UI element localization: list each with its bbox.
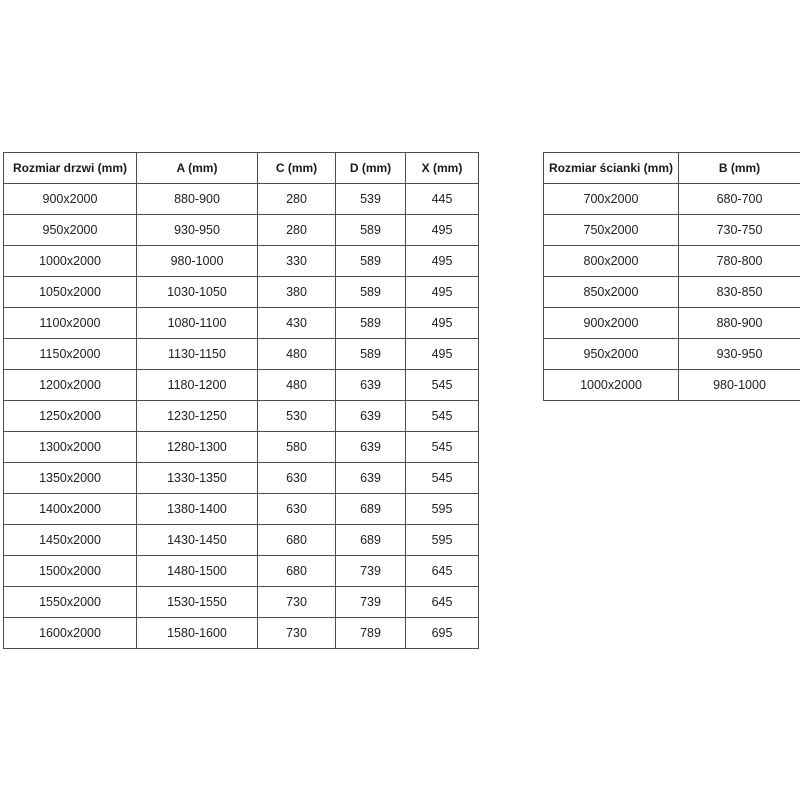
table-cell: 1580-1600 [137, 618, 258, 649]
table-row [4, 246, 479, 277]
table-cell: 1430-1450 [137, 525, 258, 556]
table-row [544, 370, 800, 401]
table-row [4, 401, 479, 432]
table-row [4, 370, 479, 401]
column-header: A (mm) [137, 153, 258, 184]
table-cell: 930-950 [137, 215, 258, 246]
table-row [4, 277, 479, 308]
table-cell: 1250x2000 [4, 401, 137, 432]
table-cell: 639 [336, 401, 406, 432]
table-cell: 639 [336, 432, 406, 463]
table-cell: 530 [258, 401, 336, 432]
table-cell: 1030-1050 [137, 277, 258, 308]
table-cell: 480 [258, 339, 336, 370]
table-cell: 495 [406, 277, 479, 308]
table-cell: 1280-1300 [137, 432, 258, 463]
table-cell: 980-1000 [137, 246, 258, 277]
table-cell: 280 [258, 215, 336, 246]
table-cell: 1400x2000 [4, 494, 137, 525]
table-cell: 539 [336, 184, 406, 215]
table-cell: 1550x2000 [4, 587, 137, 618]
table-cell: 739 [336, 587, 406, 618]
table-cell: 1380-1400 [137, 494, 258, 525]
table-cell: 545 [406, 432, 479, 463]
table-cell: 495 [406, 308, 479, 339]
door-dimensions-table [3, 152, 479, 649]
table-cell: 630 [258, 494, 336, 525]
header-row [4, 153, 479, 184]
table-cell: 730-750 [679, 215, 800, 246]
table-cell: 280 [258, 184, 336, 215]
table-row [544, 215, 800, 246]
table-cell: 380 [258, 277, 336, 308]
table-cell: 700x2000 [544, 184, 679, 215]
table-cell: 695 [406, 618, 479, 649]
table-row [544, 184, 800, 215]
table-cell: 645 [406, 587, 479, 618]
table-cell: 1450x2000 [4, 525, 137, 556]
table-cell: 1000x2000 [4, 246, 137, 277]
table-cell: 780-800 [679, 246, 800, 277]
table-row [4, 184, 479, 215]
table-row [544, 246, 800, 277]
table-cell: 1000x2000 [544, 370, 679, 401]
table-cell: 645 [406, 556, 479, 587]
table-row [4, 587, 479, 618]
table-cell: 430 [258, 308, 336, 339]
table-cell: 1200x2000 [4, 370, 137, 401]
table-cell: 545 [406, 401, 479, 432]
table-cell: 445 [406, 184, 479, 215]
table-cell: 850x2000 [544, 277, 679, 308]
header-row [544, 153, 800, 184]
table-row [4, 339, 479, 370]
table-row [4, 308, 479, 339]
table-cell: 495 [406, 339, 479, 370]
table-cell: 880-900 [679, 308, 800, 339]
table-cell: 480 [258, 370, 336, 401]
wall-dimensions-table [543, 152, 800, 401]
table-cell: 789 [336, 618, 406, 649]
table-cell: 639 [336, 370, 406, 401]
table-cell: 1480-1500 [137, 556, 258, 587]
table-cell: 950x2000 [544, 339, 679, 370]
table-cell: 495 [406, 246, 479, 277]
column-header: D (mm) [336, 153, 406, 184]
table-cell: 680 [258, 525, 336, 556]
table-row [4, 525, 479, 556]
table-cell: 1600x2000 [4, 618, 137, 649]
table-cell: 639 [336, 463, 406, 494]
table-cell: 900x2000 [544, 308, 679, 339]
table-row [544, 308, 800, 339]
table-cell: 930-950 [679, 339, 800, 370]
table-cell: 1530-1550 [137, 587, 258, 618]
table-row [4, 556, 479, 587]
column-header: X (mm) [406, 153, 479, 184]
table-cell: 1350x2000 [4, 463, 137, 494]
table-cell: 589 [336, 246, 406, 277]
table-row [544, 339, 800, 370]
table-row [4, 494, 479, 525]
column-header: Rozmiar drzwi (mm) [4, 153, 137, 184]
table-cell: 589 [336, 215, 406, 246]
table-cell: 630 [258, 463, 336, 494]
table-cell: 980-1000 [679, 370, 800, 401]
column-header: Rozmiar ścianki (mm) [544, 153, 679, 184]
table-cell: 750x2000 [544, 215, 679, 246]
column-header: C (mm) [258, 153, 336, 184]
table-cell: 689 [336, 525, 406, 556]
table-cell: 739 [336, 556, 406, 587]
table-cell: 595 [406, 494, 479, 525]
column-header: B (mm) [679, 153, 800, 184]
table-cell: 1180-1200 [137, 370, 258, 401]
table-cell: 495 [406, 215, 479, 246]
table-cell: 1500x2000 [4, 556, 137, 587]
table-row [544, 277, 800, 308]
table-cell: 545 [406, 370, 479, 401]
table-cell: 330 [258, 246, 336, 277]
table-cell: 689 [336, 494, 406, 525]
table-row [4, 618, 479, 649]
table-cell: 580 [258, 432, 336, 463]
table-cell: 1050x2000 [4, 277, 137, 308]
table-row [4, 463, 479, 494]
table-cell: 1150x2000 [4, 339, 137, 370]
table-cell: 589 [336, 277, 406, 308]
table-cell: 730 [258, 618, 336, 649]
table-cell: 900x2000 [4, 184, 137, 215]
table-cell: 1230-1250 [137, 401, 258, 432]
table-row [4, 215, 479, 246]
table-cell: 1100x2000 [4, 308, 137, 339]
table-cell: 830-850 [679, 277, 800, 308]
table-row [4, 432, 479, 463]
table-cell: 1130-1150 [137, 339, 258, 370]
table-cell: 1330-1350 [137, 463, 258, 494]
table-cell: 950x2000 [4, 215, 137, 246]
table-cell: 589 [336, 308, 406, 339]
table-cell: 680-700 [679, 184, 800, 215]
table-cell: 545 [406, 463, 479, 494]
table-cell: 1300x2000 [4, 432, 137, 463]
table-cell: 880-900 [137, 184, 258, 215]
table-cell: 595 [406, 525, 479, 556]
table-cell: 589 [336, 339, 406, 370]
table-cell: 680 [258, 556, 336, 587]
table-cell: 1080-1100 [137, 308, 258, 339]
table-cell: 730 [258, 587, 336, 618]
table-cell: 800x2000 [544, 246, 679, 277]
